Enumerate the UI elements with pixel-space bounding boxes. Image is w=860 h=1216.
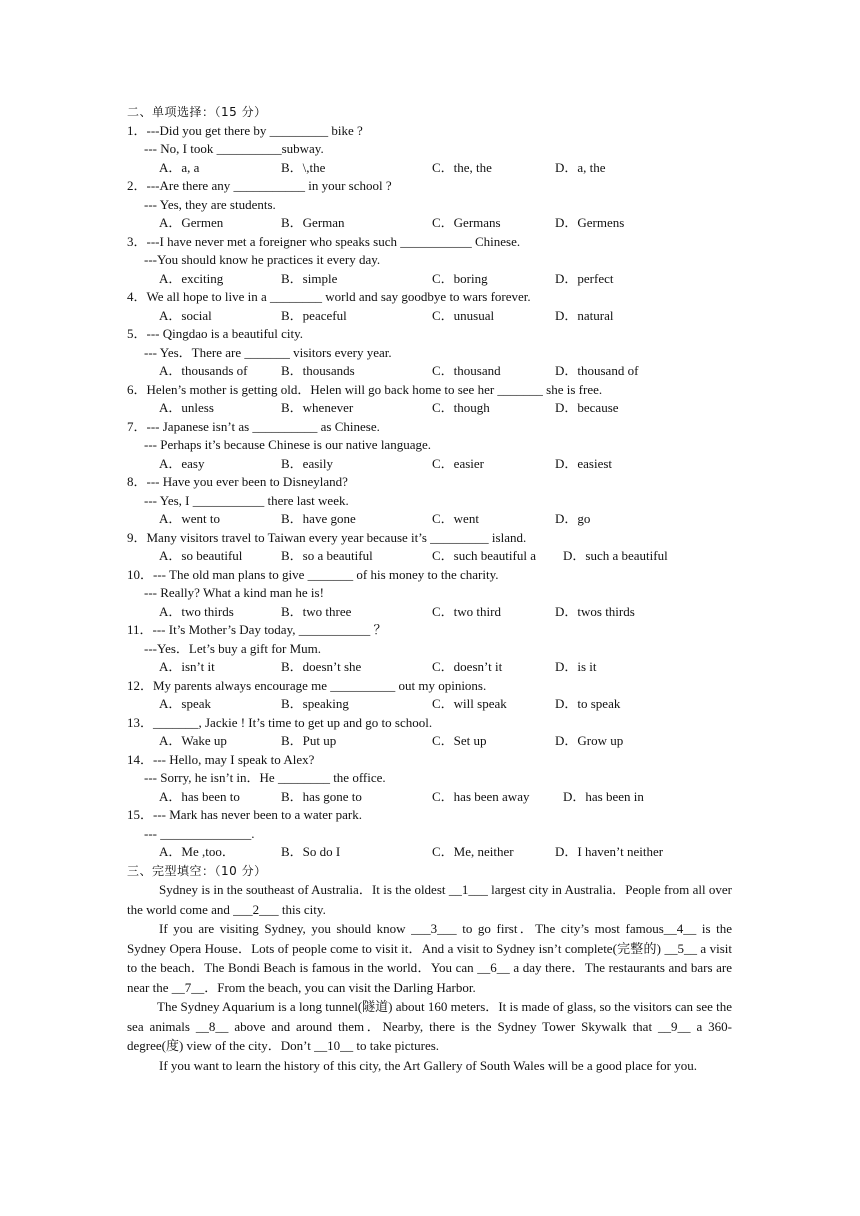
question-dialogue-line: --- Yes, they are students. xyxy=(144,196,276,212)
option-d: D．a, the xyxy=(555,159,606,175)
question-stem: 11．--- It’s Mother’s Day today, ___________ ？ xyxy=(127,622,387,637)
question-item xyxy=(127,714,732,751)
question-stem: 4．We all hope to live in a ________ world and say goodbye to wars forever. xyxy=(127,289,531,304)
question-dialogue-line: --- Really? What a kind man he is! xyxy=(144,585,324,600)
cloze-passage xyxy=(127,880,732,1075)
option-a: A．Germen xyxy=(159,215,224,230)
question-dialogue-line: --- Perhaps it’s because Chinese is our native language. xyxy=(144,437,431,452)
option-a: A．thousands of xyxy=(159,363,248,378)
option-c: C．Set up xyxy=(432,733,487,748)
question-stem: 2．---Are there any ___________ in your school ? xyxy=(127,178,392,193)
option-b: B．whenever xyxy=(281,400,354,415)
option-a: A．Wake up xyxy=(159,733,227,748)
option-b: B．\,the xyxy=(281,159,326,175)
option-b: B．easily xyxy=(281,455,333,471)
question-item xyxy=(127,751,732,807)
option-a: A．isn’t it xyxy=(159,659,215,674)
option-a: A．unless xyxy=(159,400,214,415)
option-c: C．the, the xyxy=(432,159,492,175)
question-item xyxy=(127,806,732,862)
question-item xyxy=(127,473,732,529)
option-b: B．so a beautiful xyxy=(281,548,373,563)
question-dialogue-line: --- ______________. xyxy=(144,825,255,841)
option-d: D．has been in xyxy=(563,788,644,804)
option-a: A．easy xyxy=(159,455,205,471)
option-c: C．two third xyxy=(432,603,501,619)
option-b: B．two three xyxy=(281,603,352,619)
option-a: A．exciting xyxy=(159,270,224,286)
question-stem: 5．--- Qingdao is a beautiful city. xyxy=(127,326,304,341)
option-a: A．Me ,too． xyxy=(159,844,235,859)
question-stem: 6．Helen’s mother is getting old．Helen will go back home to see her _______ she is free. xyxy=(127,381,603,397)
option-d: D．thousand of xyxy=(555,363,639,378)
passage-paragraph: If you are visiting Sydney, you should know ___3___ to go first．The city’s most famous__4__ is the Sydney Opera House．Lots of people come to visit it．And a visit to Sydney isn’t complete(完整的) __5__ a visit to the beach．The Bondi Beach is famous in the world．You can __6__ a day there．The restaurants and bars are near the __7__．From the beach, you can visit the Darling Harbor. xyxy=(127,921,732,995)
option-d: D．I haven’t neither xyxy=(555,844,664,859)
answer-options xyxy=(127,362,732,381)
option-b: B．thousands xyxy=(281,363,355,378)
question-stem: 8．--- Have you ever been to Disneyland? xyxy=(127,474,348,489)
option-b: B．have gone xyxy=(281,511,356,526)
option-a: A．a, a xyxy=(159,159,200,175)
answer-options xyxy=(127,843,732,862)
option-c: C．went xyxy=(432,511,479,526)
option-a: A．has been to xyxy=(159,788,240,804)
question-dialogue-line: --- Sorry, he isn’t in．He ________ the office. xyxy=(144,770,386,785)
option-c: C．easier xyxy=(432,455,484,471)
option-d: D．such a beautiful xyxy=(563,548,668,563)
option-c: C．thousand xyxy=(432,363,501,378)
option-d: D．is it xyxy=(555,659,597,674)
option-b: B．doesn’t she xyxy=(281,659,362,674)
option-b: B．German xyxy=(281,215,345,230)
question-item xyxy=(127,177,732,233)
option-b: B．speaking xyxy=(281,696,349,711)
option-b: B．simple xyxy=(281,270,338,286)
option-d: D．natural xyxy=(555,307,614,323)
answer-options xyxy=(127,658,732,677)
question-stem: 14．--- Hello, may I speak to Alex? xyxy=(127,751,315,767)
question-list xyxy=(127,122,732,862)
answer-options xyxy=(127,399,732,418)
answer-options xyxy=(127,159,732,178)
option-d: D．because xyxy=(555,400,619,415)
option-a: A．two thirds xyxy=(159,603,234,619)
answer-options xyxy=(127,270,732,289)
question-item xyxy=(127,122,732,178)
passage-paragraph: If you want to learn the history of this city, the Art Gallery of South Wales will be a good place for you. xyxy=(159,1057,697,1073)
question-stem: 3．---I have never met a foreigner who speaks such ___________ Chinese. xyxy=(127,233,521,249)
question-item xyxy=(127,529,732,566)
question-stem: 13．_______, Jackie ! It’s time to get up and go to school. xyxy=(127,714,433,730)
option-b: B．So do I xyxy=(281,844,341,859)
question-dialogue-line: --- Yes, I ___________ there last week. xyxy=(144,492,349,508)
question-item xyxy=(127,233,732,289)
answer-options xyxy=(127,307,732,326)
section-title-cloze: 三、完型填空：（10 分） xyxy=(127,863,267,878)
question-dialogue-line: --- Yes．There are _______ visitors every year. xyxy=(144,344,392,360)
option-b: B．has gone to xyxy=(281,788,362,804)
option-d: D．to speak xyxy=(555,696,621,711)
question-item xyxy=(127,418,732,474)
answer-options xyxy=(127,732,732,751)
question-dialogue-line: ---You should know he practices it every day. xyxy=(144,252,381,267)
answer-options xyxy=(127,695,732,714)
answer-options xyxy=(127,455,732,474)
answer-options xyxy=(127,603,732,622)
option-c: C．has been away xyxy=(432,788,530,804)
question-item xyxy=(127,325,732,381)
question-stem: 1．---Did you get there by _________ bike ? xyxy=(127,122,363,138)
passage-paragraph: The Sydney Aquarium is a long tunnel(隧道) about 160 meters．It is made of glass, so the visitors can see the sea animals __8__ above and around them．Nearby, there is the Sydney Tower Skywalk that __9__ a 360-degree(度) view of the city．Don’t __10__ to take pictures. xyxy=(127,999,732,1053)
option-b: B．peaceful xyxy=(281,307,347,323)
question-item xyxy=(127,566,732,622)
question-dialogue-line: --- No, I took __________subway. xyxy=(144,141,324,156)
answer-options xyxy=(127,547,732,566)
option-c: C．such beautiful a xyxy=(432,548,536,563)
option-c: C．unusual xyxy=(432,307,495,323)
question-item xyxy=(127,288,732,325)
question-item xyxy=(127,621,732,677)
question-stem: 15．--- Mark has never been to a water park. xyxy=(127,807,362,822)
exam-page xyxy=(127,103,732,1075)
option-c: C．Me, neither xyxy=(432,844,514,859)
option-c: C．though xyxy=(432,400,490,415)
option-d: D．Germens xyxy=(555,215,625,230)
option-a: A．speak xyxy=(159,696,211,711)
option-c: C．will speak xyxy=(432,696,507,711)
answer-options xyxy=(127,788,732,807)
option-b: B．Put up xyxy=(281,733,337,748)
answer-options xyxy=(127,510,732,529)
question-item xyxy=(127,381,732,418)
option-a: A．so beautiful xyxy=(159,548,243,563)
option-c: C．boring xyxy=(432,270,488,286)
option-d: D．go xyxy=(555,511,591,526)
question-dialogue-line: ---Yes．Let’s buy a gift for Mum. xyxy=(144,640,322,656)
answer-options xyxy=(127,214,732,233)
question-stem: 7．--- Japanese isn’t as __________ as Chinese. xyxy=(127,418,380,434)
option-a: A．social xyxy=(159,307,212,323)
option-d: D．twos thirds xyxy=(555,603,635,619)
question-item xyxy=(127,677,732,714)
question-stem: 10．--- The old man plans to give _______ of his money to the charity. xyxy=(127,566,499,582)
option-d: D．perfect xyxy=(555,270,614,286)
option-c: C．doesn’t it xyxy=(432,659,503,674)
option-d: D．Grow up xyxy=(555,733,624,748)
passage-paragraph: Sydney is in the southeast of Australia．It is the oldest __1___ largest city in Australia．People from all over the world come and ___2___ this city. xyxy=(127,882,732,917)
option-a: A．went to xyxy=(159,511,221,526)
option-c: C．Germans xyxy=(432,215,501,230)
question-stem: 9．Many visitors travel to Taiwan every year because it’s _________ island. xyxy=(127,529,527,545)
question-stem: 12．My parents always encourage me __________ out my opinions. xyxy=(127,677,487,693)
option-d: D．easiest xyxy=(555,455,613,471)
section-title-multiple-choice: 二、单项选择：（15 分） xyxy=(127,105,267,119)
